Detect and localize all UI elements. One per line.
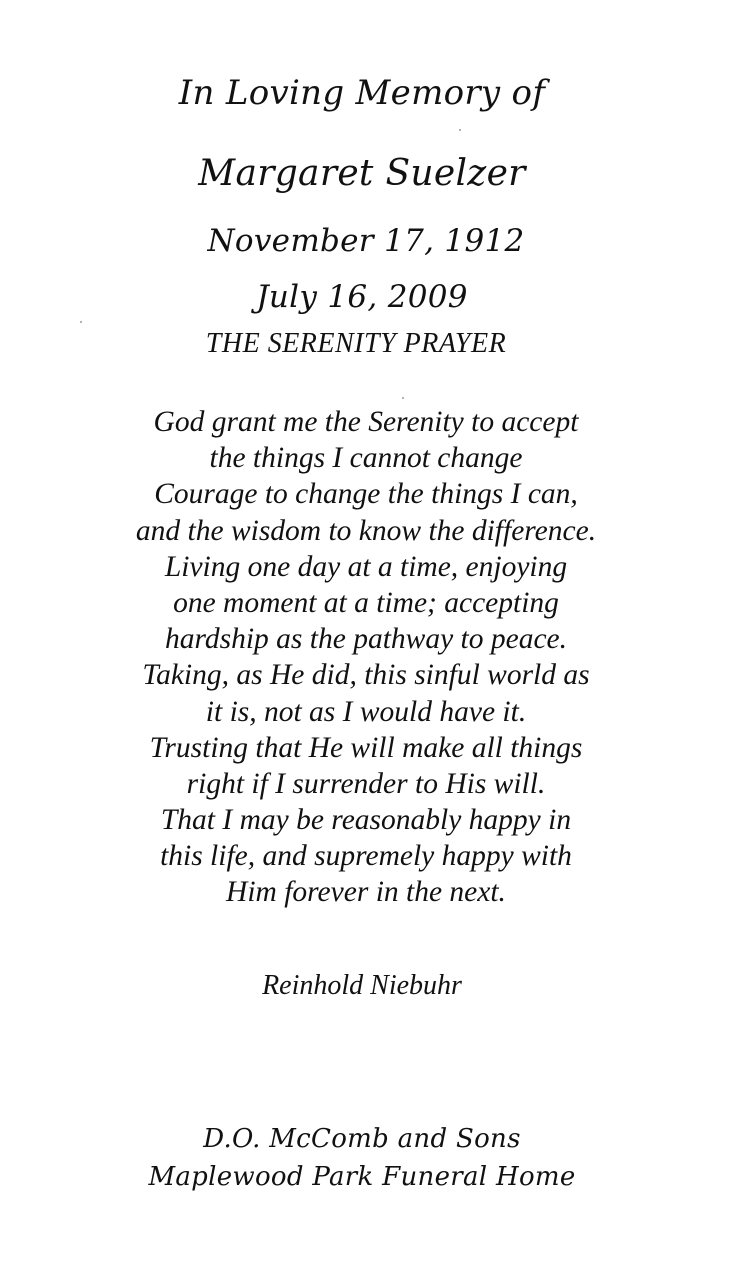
prayer-line: God grant me the Serenity to accept bbox=[153, 406, 579, 438]
prayer-line: Living one day at a time, enjoying bbox=[164, 550, 568, 583]
prayer-line: Trusting that He will make all things bbox=[149, 731, 583, 764]
prayer-line: Courage to change the things I can, bbox=[154, 478, 578, 511]
prayer-line: right if I surrender to His will. bbox=[186, 767, 546, 800]
prayer-line: this life, and supremely happy with bbox=[160, 840, 572, 873]
prayer-line: the things I cannot change bbox=[209, 442, 523, 475]
birth-date: November 17, 1912 bbox=[207, 223, 525, 259]
memorial-heading: In Loving Memory of bbox=[178, 73, 546, 113]
prayer-title: THE SERENITY PRAYER bbox=[205, 328, 507, 359]
prayer-line: one moment at a time; accepting bbox=[173, 586, 559, 619]
scan-speck bbox=[80, 321, 82, 323]
funeral-home-owner: D.O. McComb and Sons bbox=[203, 1124, 521, 1154]
prayer-line: hardship as the pathway to peace. bbox=[164, 623, 568, 656]
death-date: July 16, 2009 bbox=[256, 279, 468, 315]
scan-speck bbox=[402, 397, 404, 399]
deceased-name: Margaret Suelzer bbox=[198, 153, 526, 194]
prayer-line: Taking, as He did, this sinful world as bbox=[142, 659, 590, 692]
prayer-line: That I may be reasonably happy in bbox=[160, 804, 572, 837]
funeral-home-name: Maplewood Park Funeral Home bbox=[148, 1162, 576, 1192]
prayer-line: it is, not as I would have it. bbox=[205, 695, 527, 728]
prayer-text bbox=[0, 404, 732, 911]
prayer-line: Him forever in the next. bbox=[226, 876, 506, 909]
prayer-line: and the wisdom to know the difference. bbox=[135, 514, 597, 547]
scan-speck bbox=[459, 129, 461, 131]
prayer-author: Reinhold Niebuhr bbox=[262, 970, 462, 1001]
